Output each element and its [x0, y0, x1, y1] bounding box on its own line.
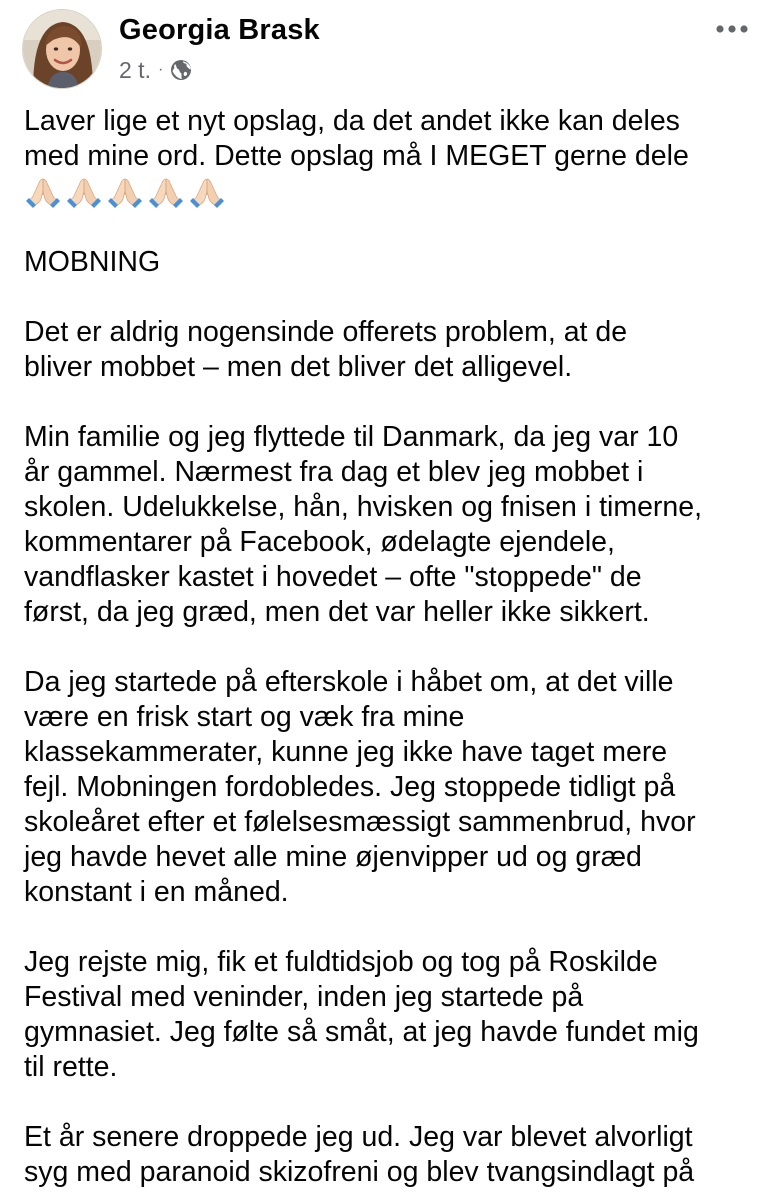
post-header [0, 0, 775, 100]
post-paragraph-5: Da jeg startede på efterskole i håbet om, at det ville være en frisk start og væk fra mine klassekammerater, kunne jeg ikke have taget mere fejl. Mobningen fordobledes. Jeg stoppede tidligt på skoleåret efter et følelsesmæssigt sammenbrud, hvor jeg havde hevet alle mine øjenvipper ud og græd konstant i en måned. [24, 666, 696, 908]
post-paragraph-1 [24, 104, 754, 210]
post-paragraph-6: Jeg rejste mig, fik et fuldtidsjob og tog på Roskilde Festival med veninder, inden jeg startede på gymnasiet. Jeg følte så småt, at jeg havde fundet mig til rette. [24, 946, 699, 1083]
post-paragraph-4: Min familie og jeg flyttede til Danmark, da jeg var 10 år gammel. Nærmest fra dag et blev jeg mobbet i skolen. Udelukkelse, hån, hvisken og fnisen i timerne, kommentarer på Facebook, ødelagte ejendele, vandflasker kastet i hovedet – ofte "stoppede" de først, da jeg græd, men det var heller ikke sikkert. [24, 421, 703, 628]
post-body [24, 104, 754, 1200]
emoji-row [24, 175, 754, 210]
paragraph-text: Laver lige et nyt opslag, da det andet ikke kan deles med mine ord. Dette opslag må I MEGET gerne dele [24, 105, 689, 172]
folded-hands-emoji [188, 175, 226, 209]
folded-hands-emoji [65, 175, 103, 209]
folded-hands-emoji [24, 175, 62, 209]
post-paragraph-3: Det er aldrig nogensinde offerets problem, at de bliver mobbet – men det bliver det alligevel. [24, 316, 628, 383]
avatar[interactable] [22, 9, 102, 89]
post-meta [119, 56, 193, 84]
folded-hands-emoji [147, 175, 185, 209]
folded-hands-emoji [106, 175, 144, 209]
post-timestamp[interactable]: 2 t. [119, 56, 151, 83]
author-name[interactable]: Georgia Brask [119, 14, 320, 46]
globe-icon[interactable] [169, 58, 193, 82]
meta-separator: · [157, 61, 164, 78]
more-horizontal-icon[interactable] [714, 20, 750, 38]
post-paragraph-7: Et år senere droppede jeg ud. Jeg var blevet alvorligt syg med paranoid skizofreni og blev tvangsindlagt på [24, 1121, 695, 1188]
post-paragraph-2: MOBNING [24, 246, 161, 278]
